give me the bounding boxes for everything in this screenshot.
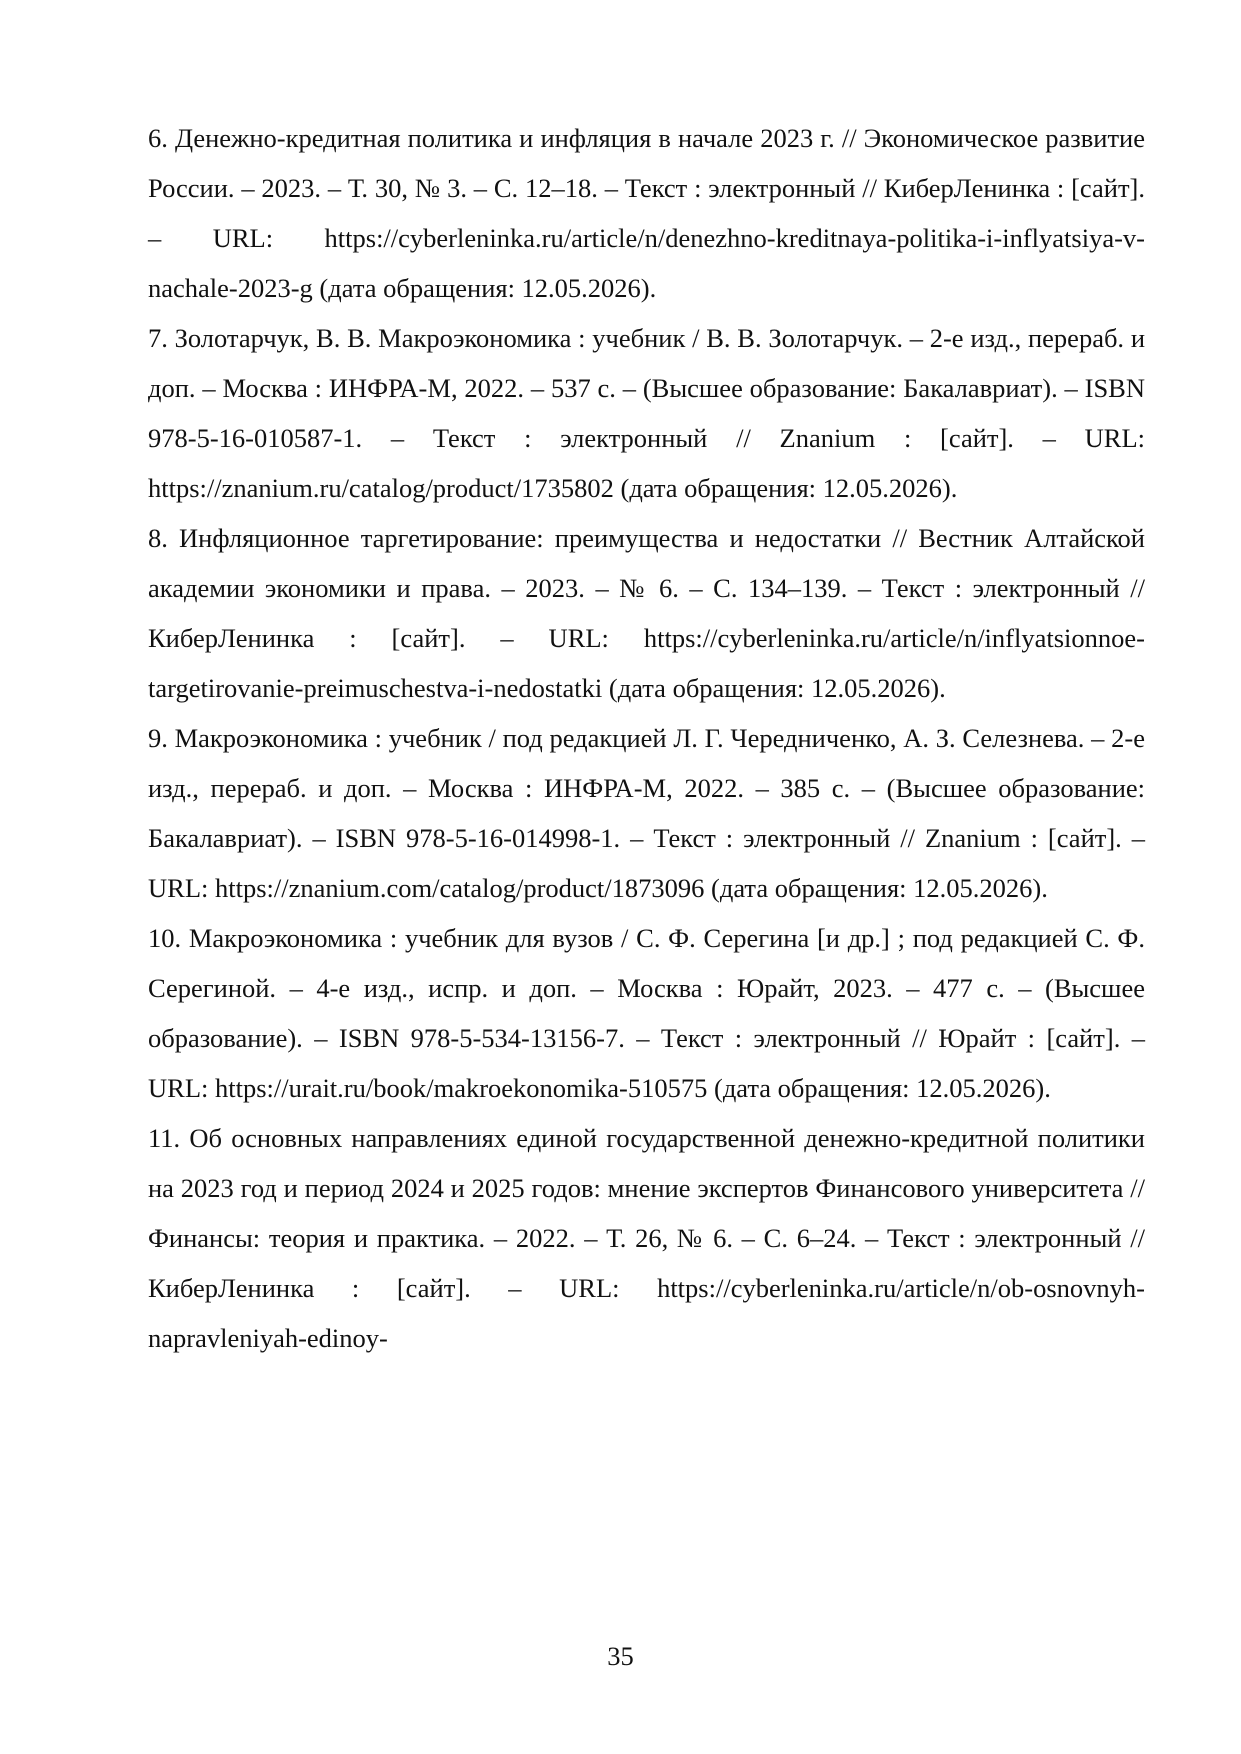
reference-item-8: 8. Инфляционное таргетирование: преимущества и недостатки // Вестник Алтайской академии экономики и права. – 2023. – № 6. – С. 134–139. – Текст : электронный // КиберЛенинка : [сайт]. – URL: https://cyberleninka.ru/article/n/inflyatsionnoe-targetirovanie-preimuschestva-i-nedostatki (дата обращения: 12.05.2026). xyxy=(148,523,1145,703)
reference-item-9: 9. Макроэкономика : учебник / под редакцией Л. Г. Чередниченко, А. З. Селезнева. – 2-е изд., перераб. и доп. – Москва : ИНФРА-М, 2022. – 385 с. – (Высшее образование: Бакалавриат). – ISBN 978-5-16-014998-1. – Текст : электронный // Znanium : [сайт]. – URL: https://znanium.com/catalog/product/1873096 (дата обращения: 12.05.2026). xyxy=(148,723,1145,903)
reference-item-6: 6. Денежно-кредитная политика и инфляция в начале 2023 г. // Экономическое развитие России. – 2023. – Т. 30, № 3. – С. 12–18. – Текст : электронный // КиберЛенинка : [сайт]. – URL: https://cyberleninka.ru/article/n/denezhno-kreditnaya-politika-i-inflyatsiya-v-nachale-2023-g (дата обращения: 12.05.2026). xyxy=(148,123,1145,303)
reference-item-7: 7. Золотарчук, В. В. Макроэкономика : учебник / В. В. Золотарчук. – 2-е изд., перераб. и доп. – Москва : ИНФРА-М, 2022. – 537 с. – (Высшее образование: Бакалавриат). – ISBN 978-5-16-010587-1. – Текст : электронный // Znanium : [сайт]. – URL: https://znanium.ru/catalog/product/1735802 (дата обращения: 12.05.2026). xyxy=(148,323,1145,503)
reference-item-11: 11. Об основных направлениях единой государственной денежно-кредитной политики на 2023 год и период 2024 и 2025 годов: мнение экспертов Финансового университета // Финансы: теория и практика. – 2022. – Т. 26, № 6. – С. 6–24. – Текст : электронный // КиберЛенинка : [сайт]. – URL: https://cyberleninka.ru/article/n/ob-osnovnyh-napravleniyah-edinoy- xyxy=(148,1123,1145,1353)
reference-item-10: 10. Макроэкономика : учебник для вузов / С. Ф. Серегина [и др.] ; под редакцией С. Ф. Серегиной. – 4-е изд., испр. и доп. – Москва : Юрайт, 2023. – 477 с. – (Высшее образование). – ISBN 978-5-534-13156-7. – Текст : электронный // Юрайт : [сайт]. – URL: https://urait.ru/book/makroekonomika-510575 (дата обращения: 12.05.2026). xyxy=(148,923,1145,1103)
page-number: 35 xyxy=(607,1641,634,1671)
reference-list xyxy=(148,113,1145,1363)
